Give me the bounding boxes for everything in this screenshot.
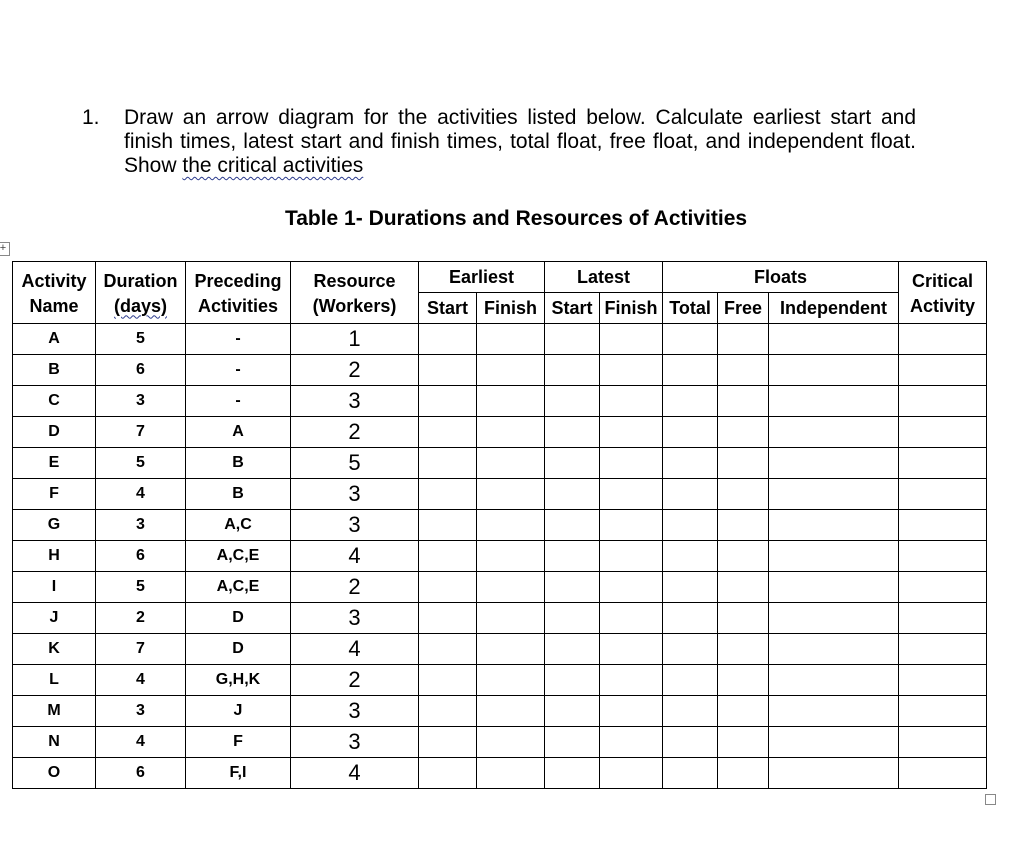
cell-preceding: B (186, 448, 291, 479)
cell-duration: 5 (96, 572, 186, 603)
cell-float-independent[interactable] (769, 634, 899, 665)
cell-earliest-finish[interactable] (477, 324, 545, 355)
cell-float-free[interactable] (718, 448, 769, 479)
cell-critical[interactable] (899, 665, 987, 696)
header-float-free: Free (718, 293, 769, 324)
table-resize-handle-icon[interactable] (985, 794, 996, 805)
cell-earliest-start[interactable] (419, 758, 477, 789)
cell-preceding: A,C,E (186, 572, 291, 603)
header-latest: Latest (545, 262, 663, 293)
cell-latest-start[interactable] (545, 386, 600, 417)
cell-activity-name: C (13, 386, 96, 417)
cell-float-independent[interactable] (769, 324, 899, 355)
cell-float-free[interactable] (718, 634, 769, 665)
cell-preceding: B (186, 479, 291, 510)
cell-resource: 4 (291, 634, 419, 665)
cell-earliest-finish[interactable] (477, 634, 545, 665)
cell-duration: 3 (96, 696, 186, 727)
cell-float-free[interactable] (718, 727, 769, 758)
cell-earliest-start[interactable] (419, 510, 477, 541)
cell-activity-name: B (13, 355, 96, 386)
cell-critical[interactable] (899, 634, 987, 665)
cell-latest-finish[interactable] (600, 541, 663, 572)
cell-resource: 2 (291, 572, 419, 603)
header-latest-finish: Finish (600, 293, 663, 324)
table-move-handle-icon[interactable]: + (0, 242, 10, 256)
cell-earliest-start[interactable] (419, 634, 477, 665)
cell-float-free[interactable] (718, 324, 769, 355)
cell-critical[interactable] (899, 510, 987, 541)
cell-resource: 4 (291, 541, 419, 572)
cell-latest-start[interactable] (545, 479, 600, 510)
cell-critical[interactable] (899, 603, 987, 634)
cell-float-free[interactable] (718, 572, 769, 603)
cell-latest-start[interactable] (545, 355, 600, 386)
cell-latest-finish[interactable] (600, 510, 663, 541)
cell-float-free[interactable] (718, 510, 769, 541)
cell-earliest-finish[interactable] (477, 510, 545, 541)
table-row (13, 417, 987, 448)
cell-float-total[interactable] (663, 448, 718, 479)
cell-duration: 7 (96, 634, 186, 665)
cell-earliest-start[interactable] (419, 665, 477, 696)
cell-preceding: F,I (186, 758, 291, 789)
cell-latest-start[interactable] (545, 417, 600, 448)
cell-earliest-finish[interactable] (477, 696, 545, 727)
table-row (13, 386, 987, 417)
cell-earliest-finish[interactable] (477, 355, 545, 386)
cell-float-free[interactable] (718, 479, 769, 510)
table-title: Table 1- Durations and Resources of Activities (284, 207, 748, 230)
cell-float-free[interactable] (718, 541, 769, 572)
cell-critical[interactable] (899, 386, 987, 417)
cell-activity-name: N (13, 727, 96, 758)
cell-critical[interactable] (899, 479, 987, 510)
cell-latest-finish[interactable] (600, 727, 663, 758)
cell-latest-start[interactable] (545, 541, 600, 572)
cell-float-independent[interactable] (769, 479, 899, 510)
cell-resource: 5 (291, 448, 419, 479)
cell-earliest-finish[interactable] (477, 603, 545, 634)
cell-earliest-finish[interactable] (477, 541, 545, 572)
header-duration-line2: (days) (113, 295, 167, 316)
cell-latest-finish[interactable] (600, 758, 663, 789)
cell-preceding: A,C (186, 510, 291, 541)
cell-earliest-start[interactable] (419, 479, 477, 510)
header-activity-line2: Name (29, 295, 79, 316)
cell-earliest-finish[interactable] (477, 448, 545, 479)
cell-earliest-start[interactable] (419, 572, 477, 603)
cell-latest-finish[interactable] (600, 479, 663, 510)
header-critical-line2: Activity (910, 295, 976, 316)
cell-latest-finish[interactable] (600, 665, 663, 696)
cell-latest-start[interactable] (545, 727, 600, 758)
header-resource (291, 262, 419, 324)
cell-duration: 6 (96, 758, 186, 789)
cell-critical[interactable] (899, 696, 987, 727)
cell-preceding: F (186, 727, 291, 758)
cell-float-free[interactable] (718, 417, 769, 448)
cell-earliest-finish[interactable] (477, 386, 545, 417)
table-row (13, 572, 987, 603)
cell-duration: 3 (96, 386, 186, 417)
cell-float-independent[interactable] (769, 572, 899, 603)
cell-preceding: J (186, 696, 291, 727)
cell-latest-finish[interactable] (600, 386, 663, 417)
cell-earliest-finish[interactable] (477, 417, 545, 448)
cell-earliest-start[interactable] (419, 355, 477, 386)
cell-float-independent[interactable] (769, 603, 899, 634)
cell-earliest-start[interactable] (419, 386, 477, 417)
cell-critical[interactable] (899, 727, 987, 758)
cell-critical[interactable] (899, 572, 987, 603)
cell-duration: 5 (96, 324, 186, 355)
cell-earliest-finish[interactable] (477, 665, 545, 696)
header-preceding-line2: Activities (197, 295, 279, 316)
cell-activity-name: A (13, 324, 96, 355)
cell-earliest-start[interactable] (419, 727, 477, 758)
cell-activity-name: D (13, 417, 96, 448)
cell-float-independent[interactable] (769, 665, 899, 696)
header-float-total: Total (663, 293, 718, 324)
cell-float-independent[interactable] (769, 448, 899, 479)
header-earliest-start: Start (419, 293, 477, 324)
cell-preceding: A,C,E (186, 541, 291, 572)
cell-duration: 4 (96, 727, 186, 758)
cell-float-total[interactable] (663, 572, 718, 603)
cell-activity-name: G (13, 510, 96, 541)
header-resource-line2: (Workers) (312, 295, 397, 316)
table-row (13, 355, 987, 386)
cell-float-free[interactable] (718, 603, 769, 634)
cell-latest-start[interactable] (545, 572, 600, 603)
cell-earliest-finish[interactable] (477, 479, 545, 510)
cell-preceding: D (186, 603, 291, 634)
cell-resource: 2 (291, 355, 419, 386)
cell-float-total[interactable] (663, 479, 718, 510)
cell-latest-start[interactable] (545, 634, 600, 665)
cell-latest-finish[interactable] (600, 603, 663, 634)
cell-float-total[interactable] (663, 417, 718, 448)
question-text (124, 106, 916, 178)
header-earliest: Earliest (419, 262, 545, 293)
cell-critical[interactable] (899, 417, 987, 448)
cell-float-independent[interactable] (769, 758, 899, 789)
cell-latest-finish[interactable] (600, 448, 663, 479)
header-activity-line1: Activity (21, 270, 87, 291)
header-duration (96, 262, 186, 324)
cell-resource: 3 (291, 479, 419, 510)
cell-earliest-start[interactable] (419, 603, 477, 634)
cell-float-total[interactable] (663, 603, 718, 634)
cell-critical[interactable] (899, 355, 987, 386)
header-floats: Floats (663, 262, 899, 293)
table-row (13, 603, 987, 634)
table-row (13, 541, 987, 572)
cell-preceding: - (186, 355, 291, 386)
cell-duration: 4 (96, 665, 186, 696)
cell-duration: 6 (96, 541, 186, 572)
cell-float-free[interactable] (718, 386, 769, 417)
table-row (13, 634, 987, 665)
cell-earliest-start[interactable] (419, 324, 477, 355)
cell-resource: 3 (291, 603, 419, 634)
cell-critical[interactable] (899, 448, 987, 479)
cell-resource: 3 (291, 727, 419, 758)
cell-latest-finish[interactable] (600, 355, 663, 386)
header-latest-start: Start (545, 293, 600, 324)
cell-resource: 3 (291, 386, 419, 417)
cell-latest-finish[interactable] (600, 696, 663, 727)
cell-latest-finish[interactable] (600, 634, 663, 665)
cell-float-total[interactable] (663, 541, 718, 572)
cell-resource: 2 (291, 665, 419, 696)
cell-latest-start[interactable] (545, 448, 600, 479)
cell-activity-name: O (13, 758, 96, 789)
cell-float-total[interactable] (663, 510, 718, 541)
cell-float-independent[interactable] (769, 386, 899, 417)
cell-preceding: - (186, 386, 291, 417)
cell-latest-start[interactable] (545, 696, 600, 727)
cell-resource: 3 (291, 510, 419, 541)
cell-duration: 2 (96, 603, 186, 634)
cell-latest-start[interactable] (545, 665, 600, 696)
table-row (13, 448, 987, 479)
cell-latest-start[interactable] (545, 510, 600, 541)
cell-float-free[interactable] (718, 355, 769, 386)
cell-preceding: G,H,K (186, 665, 291, 696)
cell-duration: 6 (96, 355, 186, 386)
cell-duration: 3 (96, 510, 186, 541)
header-preceding (186, 262, 291, 324)
cell-earliest-finish[interactable] (477, 758, 545, 789)
cell-earliest-finish[interactable] (477, 727, 545, 758)
cell-float-total[interactable] (663, 665, 718, 696)
activities-table-body (13, 324, 987, 789)
header-earliest-finish: Finish (477, 293, 545, 324)
table-row (13, 758, 987, 789)
header-critical-line1: Critical (912, 270, 974, 291)
cell-earliest-start[interactable] (419, 541, 477, 572)
cell-float-independent[interactable] (769, 417, 899, 448)
table-row (13, 479, 987, 510)
header-duration-line1: Duration (103, 270, 178, 291)
cell-latest-finish[interactable] (600, 572, 663, 603)
cell-critical[interactable] (899, 758, 987, 789)
cell-float-independent[interactable] (769, 727, 899, 758)
header-activity-name (13, 262, 96, 324)
cell-activity-name: F (13, 479, 96, 510)
cell-activity-name: K (13, 634, 96, 665)
cell-float-total[interactable] (663, 324, 718, 355)
cell-float-total[interactable] (663, 727, 718, 758)
cell-float-free[interactable] (718, 665, 769, 696)
cell-critical[interactable] (899, 541, 987, 572)
cell-earliest-start[interactable] (419, 448, 477, 479)
cell-resource: 4 (291, 758, 419, 789)
cell-activity-name: J (13, 603, 96, 634)
cell-preceding: A (186, 417, 291, 448)
cell-resource: 1 (291, 324, 419, 355)
header-critical-activity (899, 262, 987, 324)
cell-latest-finish[interactable] (600, 324, 663, 355)
cell-latest-finish[interactable] (600, 417, 663, 448)
table-row (13, 727, 987, 758)
header-resource-line1: Resource (313, 270, 396, 291)
cell-float-total[interactable] (663, 634, 718, 665)
cell-float-free[interactable] (718, 758, 769, 789)
table-row (13, 510, 987, 541)
cell-activity-name: I (13, 572, 96, 603)
cell-activity-name: L (13, 665, 96, 696)
cell-earliest-start[interactable] (419, 417, 477, 448)
cell-earliest-start[interactable] (419, 696, 477, 727)
cell-latest-start[interactable] (545, 603, 600, 634)
table-row (13, 696, 987, 727)
cell-float-independent[interactable] (769, 696, 899, 727)
table-row (13, 665, 987, 696)
question-number: 1. (82, 106, 100, 129)
cell-float-independent[interactable] (769, 355, 899, 386)
cell-float-independent[interactable] (769, 541, 899, 572)
cell-preceding: D (186, 634, 291, 665)
question-text-spellcheck: the critical activities (182, 154, 364, 177)
activities-table (12, 261, 987, 789)
cell-duration: 4 (96, 479, 186, 510)
table-row (13, 324, 987, 355)
cell-activity-name: E (13, 448, 96, 479)
cell-float-free[interactable] (718, 696, 769, 727)
cell-activity-name: H (13, 541, 96, 572)
cell-earliest-finish[interactable] (477, 572, 545, 603)
cell-latest-start[interactable] (545, 758, 600, 789)
cell-latest-start[interactable] (545, 324, 600, 355)
header-float-independent: Independent (769, 293, 899, 324)
cell-float-total[interactable] (663, 696, 718, 727)
cell-critical[interactable] (899, 324, 987, 355)
header-preceding-line1: Preceding (194, 270, 282, 291)
cell-float-independent[interactable] (769, 510, 899, 541)
cell-preceding: - (186, 324, 291, 355)
cell-duration: 5 (96, 448, 186, 479)
cell-activity-name: M (13, 696, 96, 727)
cell-float-total[interactable] (663, 355, 718, 386)
question-text-main: Draw an arrow diagram for the activities listed below. Calculate earliest start and finish times, latest start and finish times, total float, free float, and independent float. Show (124, 106, 916, 177)
cell-resource: 3 (291, 696, 419, 727)
cell-float-total[interactable] (663, 758, 718, 789)
cell-resource: 2 (291, 417, 419, 448)
cell-float-total[interactable] (663, 386, 718, 417)
cell-duration: 7 (96, 417, 186, 448)
